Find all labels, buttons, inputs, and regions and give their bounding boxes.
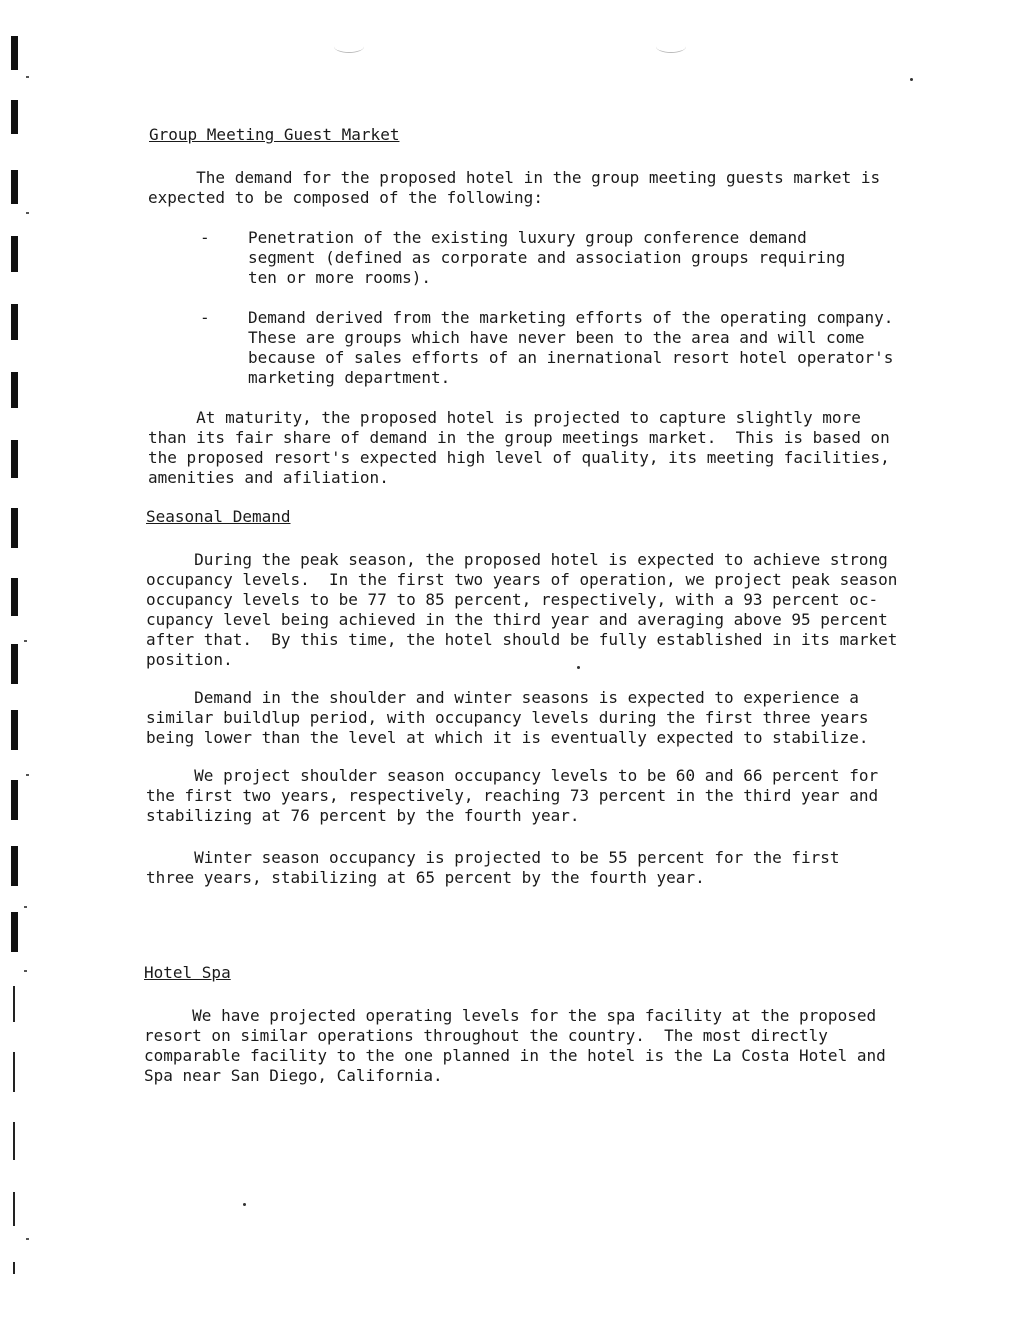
paragraph-maturity: At maturity, the proposed hotel is projected to capture slightly more than its fair share of demand in the group meetings market. This is based on the proposed resort's expected high level of quality, its meeting facilities, amenities and afiliation.: [148, 408, 890, 487]
heading-hotel-spa: Hotel Spa: [144, 963, 231, 982]
bullet-marker: -: [200, 308, 210, 327]
paragraph-group-intro: The demand for the proposed hotel in the group meeting guests market is expected to be composed of the following:: [148, 168, 881, 207]
binding-edge: [0, 0, 40, 1320]
paragraph-shoulder-occupancy: We project shoulder season occupancy levels to be 60 and 66 percent for the first two years, respectively, reaching 73 percent in the third year and stabilizing at 76 percent by the fourth year.: [146, 766, 879, 825]
punch-hole-mark: [656, 40, 686, 53]
heading-group-meeting: Group Meeting Guest Market: [149, 125, 400, 144]
scan-speck: [243, 1203, 246, 1206]
scan-speck: [910, 78, 913, 81]
paragraph-winter-occupancy: Winter season occupancy is projected to be 55 percent for the first three years, stabilizing at 65 percent by the fourth year.: [146, 848, 840, 887]
heading-seasonal-demand: Seasonal Demand: [146, 507, 291, 526]
bullet-item: Demand derived from the marketing efforts of the operating company. These are groups which have never been to the area and will come because of sales efforts of an inernational resort hotel operator's marketing department.: [248, 308, 894, 387]
scan-speck: [577, 666, 580, 669]
bullet-marker: -: [200, 228, 210, 247]
paragraph-shoulder-winter: Demand in the shoulder and winter seasons is expected to experience a similar buildlup period, with occupancy levels during the first three years being lower than the level at which it is eventually expected to stabilize.: [146, 688, 869, 747]
paragraph-peak-season: During the peak season, the proposed hotel is expected to achieve strong occupancy levels. In the first two years of operation, we project peak season occupancy levels to be 77 to 85 percent, respectively, with a 93 percent oc- cupancy level being achieved in the third year and averaging above 95 percent after that. By this time, the hotel should be fully established in its market position.: [146, 550, 898, 669]
paragraph-hotel-spa: We have projected operating levels for the spa facility at the proposed resort on similar operations throughout the country. The most directly comparable facility to the one planned in the hotel is the La Costa Hotel and Spa near San Diego, California.: [144, 1006, 886, 1085]
bullet-item: Penetration of the existing luxury group conference demand segment (defined as corporate and association groups requiring ten or more rooms).: [248, 228, 846, 287]
punch-hole-mark: [334, 40, 364, 53]
